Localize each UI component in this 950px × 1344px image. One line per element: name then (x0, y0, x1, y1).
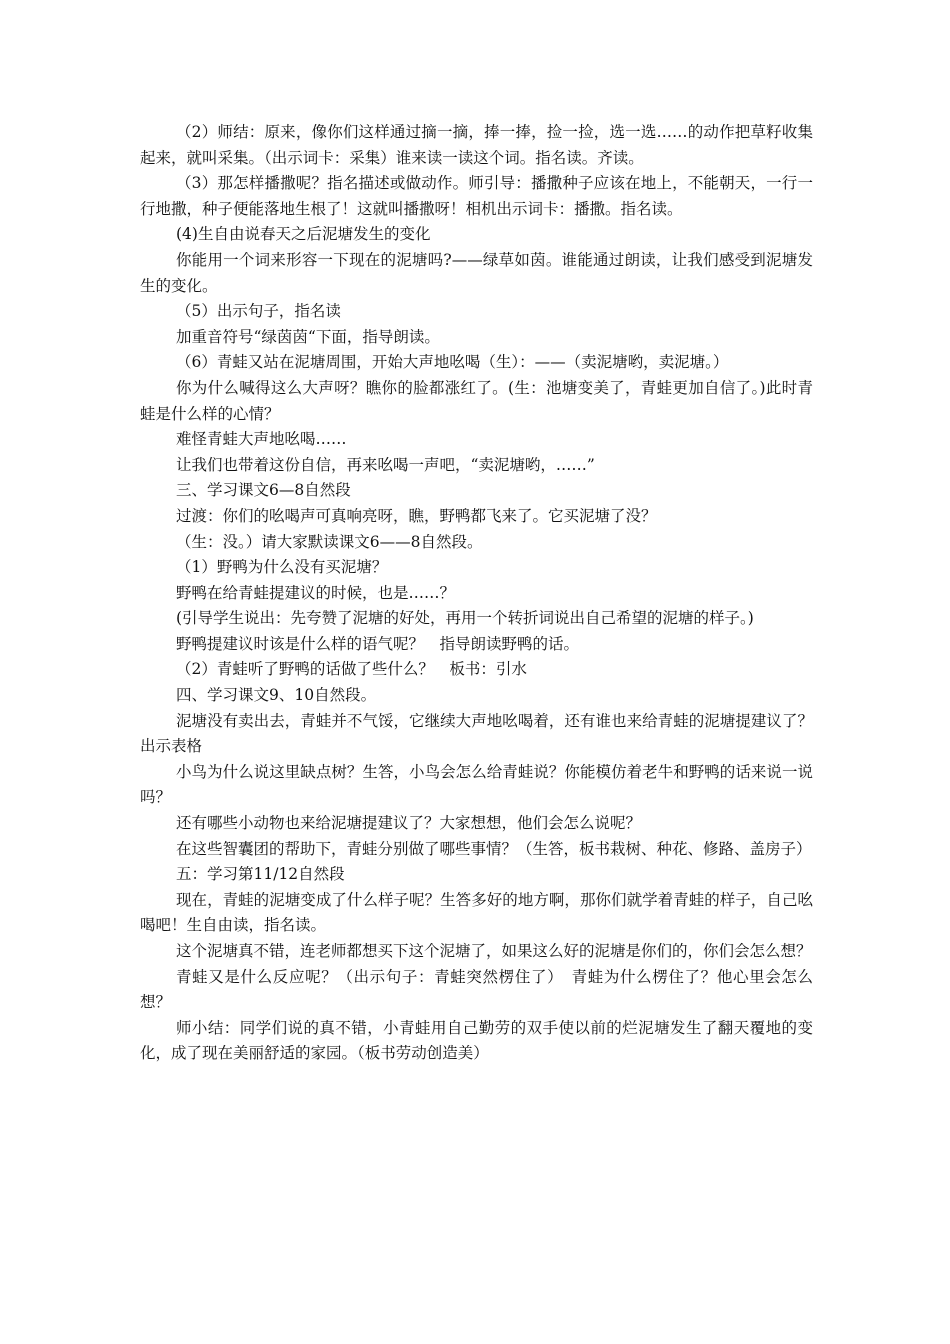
paragraph: 青蛙又是什么反应呢？（出示句子：青蛙突然楞住了） 青蛙为什么楞住了？他心里会怎么想？ (140, 967, 813, 1012)
paragraph: 泥塘没有卖出去，青蛙并不气馁，它继续大声地吆喝着，还有谁也来给青蛙的泥塘提建议了？出示表格 (140, 711, 813, 756)
paragraph: 加重音符号“绿茵茵“下面，指导朗读。 (176, 327, 440, 346)
paragraph: 你为什么喊得这么大声呀？瞧你的脸都涨红了。(生：池塘变美了，青蛙更加自信了。)此时青蛙是什么样的心情？ (140, 378, 813, 423)
paragraph: （2）师结：原来，像你们这样通过摘一摘，捧一捧，捡一捡，选一选……的动作把草籽收集起来，就叫采集。（出示词卡：采集）谁来读一读这个词。指名读。齐读。 (140, 123, 813, 167)
paragraph: 你能用一个词来形容一下现在的泥塘吗?——绿草如茵。谁能通过朗读，让我们感受到泥塘发生的变化。 (140, 250, 813, 295)
paragraph: 现在，青蛙的泥塘变成了什么样子呢？生答多好的地方啊，那你们就学着青蛙的样子，自己吆喝吧！生自由读，指名读。 (140, 890, 813, 935)
paragraph: 还有哪些小动物也来给泥塘提建议了？大家想想，他们会怎么说呢？ (176, 814, 642, 833)
section-heading: 三、学习课文6—8自然段 (176, 481, 351, 500)
paragraph: 野鸭在给青蛙提建议的时候，也是……？ (176, 583, 456, 602)
paragraph: （5）出示句子，指名读 (176, 302, 341, 321)
paragraph: 师小结：同学们说的真不错，小青蛙用自己勤劳的双手使以前的烂泥塘发生了翻天覆地的变化，成了现在美丽舒适的家园。（板书劳动创造美） (140, 1018, 813, 1063)
paragraph: (引导学生说出：先夸赞了泥塘的好处，再用一个转折词说出自己希望的泥塘的样子。) (176, 609, 754, 628)
paragraph: （2）青蛙听了野鸭的话做了些什么？ 板书：引水 (176, 660, 527, 679)
paragraph: 小鸟为什么说这里缺点树？生答，小鸟会怎么给青蛙说？你能模仿着老牛和野鸭的话来说一说吗？ (140, 762, 813, 807)
section-heading: 四、学习课文9、10自然段。 (176, 686, 377, 705)
paragraph: （3）那怎样播撒呢？指名描述或做动作。师引导：播撒种子应该在地上，不能朝天，一行一行地撒，种子便能落地生根了！这就叫播撒呀！相机出示词卡：播撒。指名读。 (140, 174, 813, 218)
paragraph: 这个泥塘真不错，连老师都想买下这个泥塘了，如果这么好的泥塘是你们的，你们会怎么想？ (176, 942, 812, 960)
paragraph: 野鸭提建议时该是什么样的语气呢？ 指导朗读野鸭的话。 (176, 634, 580, 653)
paragraph: （1）野鸭为什么没有买泥塘？ (176, 558, 388, 577)
paragraph: (4)生自由说春天之后泥塘发生的变化 (176, 225, 431, 244)
paragraph: 在这些智囊团的帮助下，青蛙分别做了哪些事情？（生答，板书栽树、种花、修路、盖房子） (176, 839, 812, 858)
paragraph: （生：没。）请大家默读课文6——8自然段。 (176, 532, 483, 551)
paragraph: 过渡：你们的吆喝声可真响亮呀，瞧，野鸭都飞来了。它买泥塘了没？ (176, 506, 657, 525)
paragraph: （6）青蛙又站在泥塘周围，开始大声地吆喝（生）：——（卖泥塘哟，卖泥塘。） (176, 353, 729, 372)
paragraph: 难怪青蛙大声地吆喝…… (176, 430, 347, 449)
section-heading: 五：学习第11/12自然段 (176, 865, 345, 884)
paragraph: 让我们也带着这份自信，再来吆喝一声吧，“卖泥塘哟，……” (176, 455, 595, 474)
document-body (140, 120, 813, 1067)
